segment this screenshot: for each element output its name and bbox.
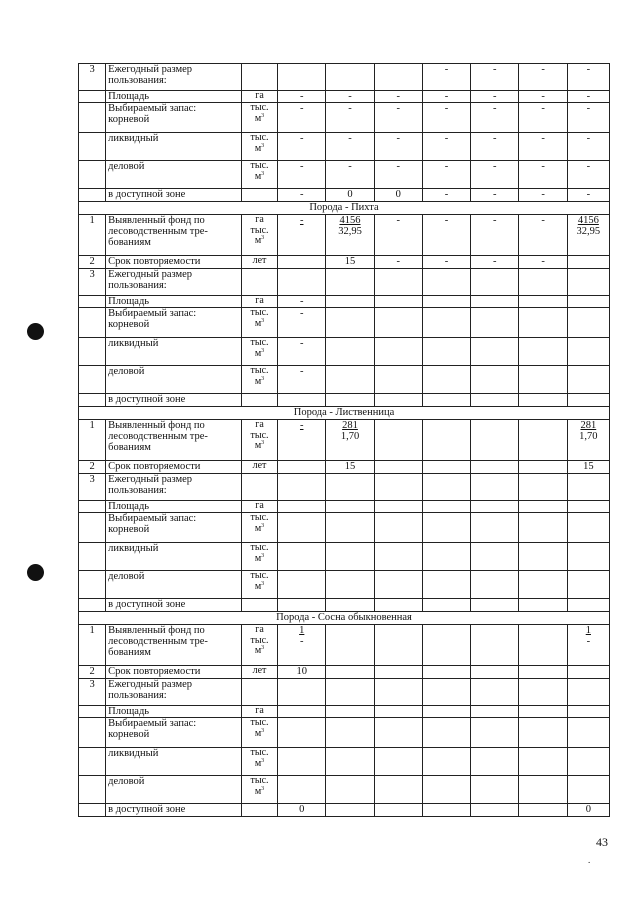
footer-mark: . [588, 855, 591, 865]
row-label: деловой [106, 571, 242, 599]
species-title-pine: Порода - Сосна обыкновенная [276, 612, 412, 623]
row-label: ликвидный [106, 338, 242, 366]
row-number: 3 [79, 64, 106, 91]
row-label: деловой [106, 161, 242, 189]
row-number: 2 [79, 666, 106, 679]
row-label: деловой [106, 366, 242, 394]
row-label: Выбираемый запас: корневой [106, 513, 242, 543]
row-label: Площадь [106, 501, 242, 513]
table-row: деловой тыс. $м^3$ - [79, 366, 610, 394]
row-label: Срок повторяемости [106, 256, 242, 269]
table-row: 2 Срок повторяемости лет 15 - - - - [79, 256, 610, 269]
row-label: деловой [106, 776, 242, 804]
row-number: 1 [79, 215, 106, 256]
row-label: в доступной зоне [106, 599, 242, 612]
row-label: в доступной зоне [106, 804, 242, 817]
table-row: в доступной зоне - 0 0 - - - - [79, 189, 610, 202]
table-row: ликвидный тыс. $м^3$ - - - - - - - [79, 133, 610, 161]
table-row: Площадь га - [79, 296, 610, 308]
row-label: Выбираемый запас: корневой [106, 103, 242, 133]
table-row: ликвидный тыс. $м^3$ [79, 543, 610, 571]
forest-resources-table [78, 63, 610, 817]
table-row: Площадь га [79, 501, 610, 513]
table-row: 2 Срок повторяемости лет 15 15 [79, 461, 610, 474]
table-row: Выбираемый запас: корневой тыс. $м^3$ - - - - - - - [79, 103, 610, 133]
table-row: 3 Ежегодный размер пользования: - - - - [79, 64, 610, 91]
row-label: Ежегодный размер пользования: [106, 269, 242, 296]
row-label: Площадь [106, 706, 242, 718]
punch-hole-lower [27, 564, 44, 581]
row-number: 2 [79, 256, 106, 269]
table-row: 1 Выявленный фонд по лесоводственным тре- бованиям га тыс. $м^3$ - 281 1,70 281 1,70 [79, 420, 610, 461]
section-header-row [79, 407, 610, 420]
page-number: 43 [596, 835, 608, 849]
row-label: Ежегодный размер пользования: [106, 64, 242, 91]
row-label: в доступной зоне [106, 189, 242, 202]
row-label: Площадь [106, 91, 242, 103]
table-row: 1 Выявленный фонд по лесоводственным тре- бованиям га тыс. $м^3$ 1 - 1 - [79, 625, 610, 666]
row-label: ликвидный [106, 543, 242, 571]
table-row: ликвидный тыс. $м^3$ [79, 748, 610, 776]
row-label: Срок повторяемости [106, 461, 242, 474]
table-row: ликвидный тыс. $м^3$ - [79, 338, 610, 366]
table-row: деловой тыс. $м^3$ [79, 776, 610, 804]
row-number: 1 [79, 420, 106, 461]
row-label: в доступной зоне [106, 394, 242, 407]
row-number: 2 [79, 461, 106, 474]
row-number: 3 [79, 679, 106, 706]
table-row: деловой тыс. $м^3$ [79, 571, 610, 599]
row-label: Выбираемый запас: корневой [106, 308, 242, 338]
table-row: Площадь га - - - - - - - [79, 91, 610, 103]
table-row: 2 Срок повторяемости лет 10 [79, 666, 610, 679]
table-row [79, 269, 610, 296]
table-row [79, 394, 610, 407]
table-row: Выбираемый запас: корневой тыс. $м^3$ [79, 718, 610, 748]
section-header-row [79, 202, 610, 215]
row-number: 3 [79, 269, 106, 296]
punch-hole-upper [27, 323, 44, 340]
table-row: в доступной зоне 0 0 [79, 804, 610, 817]
table-row: деловой тыс. $м^3$ - - - - - - - [79, 161, 610, 189]
section-header-row [79, 612, 610, 625]
row-label: ликвидный [106, 748, 242, 776]
table-row: Выбираемый запас: корневой тыс. $м^3$ - [79, 308, 610, 338]
row-label: Выявленный фонд по лесоводственным тре- бованиям [106, 420, 242, 461]
row-label: Ежегодный размер пользования: [106, 679, 242, 706]
row-label: Срок повторяемости [106, 666, 242, 679]
species-title-larch: Порода - Лиственница [293, 407, 395, 418]
row-number: 3 [79, 474, 106, 501]
table-row: 1 Выявленный фонд по лесоводственным тре- бованиям га тыс. $м^3$ - 4156 32,95 - - - - 4156 32,95 [79, 215, 610, 256]
table-row [79, 679, 610, 706]
row-label: Выбираемый запас: корневой [106, 718, 242, 748]
table-row [79, 599, 610, 612]
species-title-fir: Порода - Пихта [309, 202, 379, 213]
row-label: Выявленный фонд по лесоводственным тре- бованиям [106, 625, 242, 666]
row-label: Площадь [106, 296, 242, 308]
table-row: Площадь га [79, 706, 610, 718]
table-row [79, 474, 610, 501]
row-number: 1 [79, 625, 106, 666]
row-label: Выявленный фонд по лесоводственным тре- бованиям [106, 215, 242, 256]
table-row: Выбираемый запас: корневой тыс. $м^3$ [79, 513, 610, 543]
row-label: ликвидный [106, 133, 242, 161]
row-label: Ежегодный размер пользования: [106, 474, 242, 501]
